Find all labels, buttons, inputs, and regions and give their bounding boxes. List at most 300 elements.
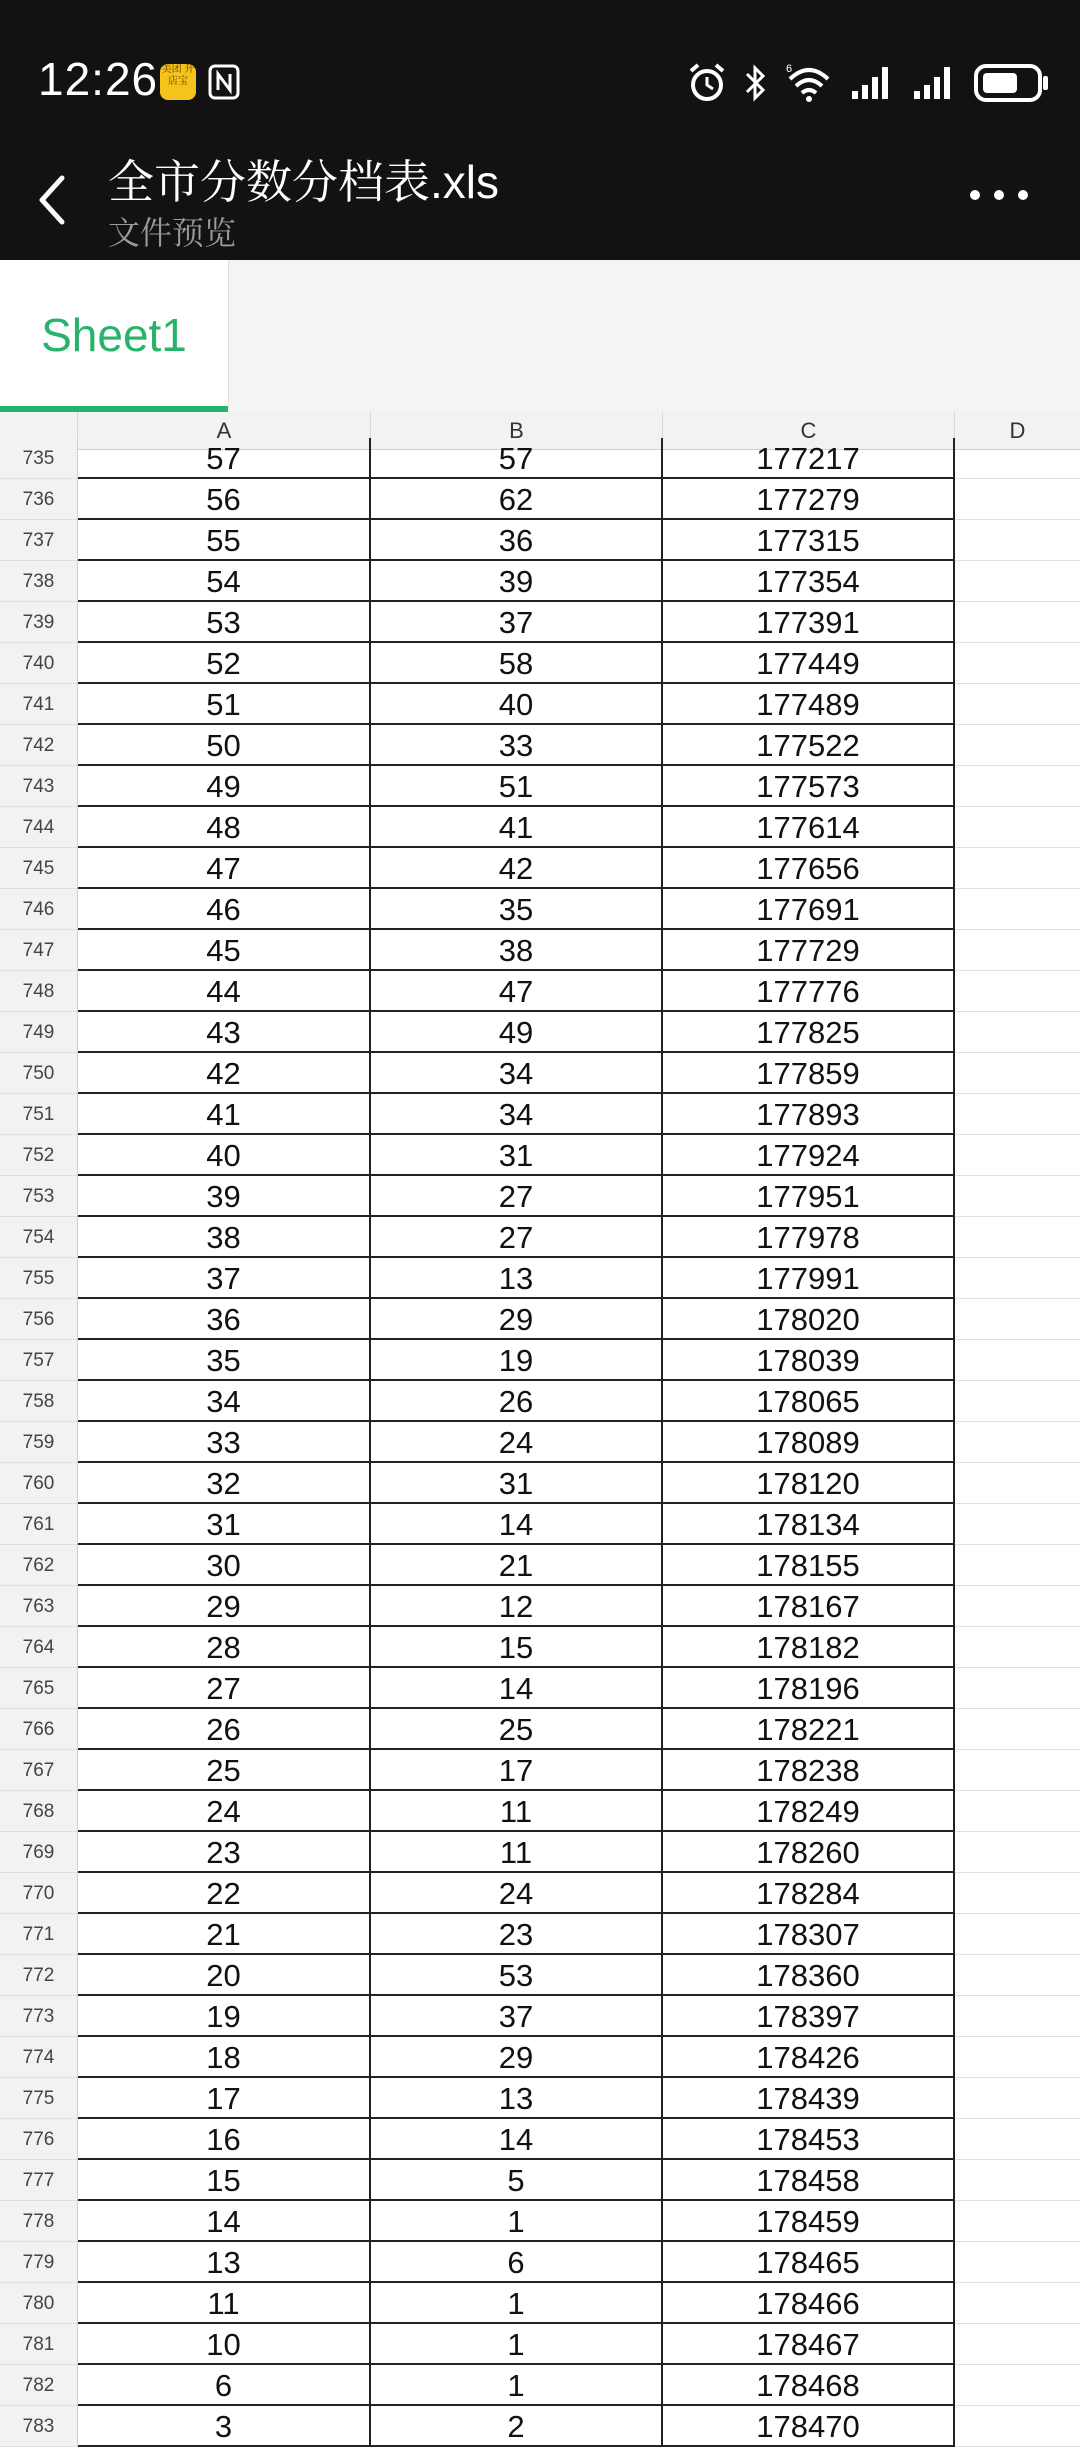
file-title: 全市分数分档表.xls [108,156,499,208]
cell-b[interactable]: 11 [371,1832,663,1873]
cell-b[interactable]: 41 [371,807,663,848]
table-row [0,1340,1080,1381]
cell-c[interactable]: 178466 [663,2283,955,2324]
cell-a[interactable]: 38 [78,1217,371,1258]
cell-a[interactable]: 50 [78,725,371,766]
cell-b[interactable]: 24 [371,1422,663,1463]
app-badge-text: 美团 开店宝 [161,64,195,87]
cell-b[interactable]: 37 [371,1996,663,2037]
cell-d[interactable] [955,2406,1080,2447]
table-row [0,1053,1080,1094]
cell-c[interactable]: 177978 [663,1217,955,1258]
cell-a[interactable]: 42 [78,1053,371,1094]
cell-c[interactable]: 177315 [663,520,955,561]
table-row [0,1914,1080,1955]
cell-b[interactable]: 58 [371,643,663,684]
cell-c[interactable]: 178134 [663,1504,955,1545]
cell-b[interactable]: 13 [371,1258,663,1299]
cell-c[interactable]: 178249 [663,1791,955,1832]
cell-b[interactable]: 14 [371,1504,663,1545]
cell-a[interactable]: 37 [78,1258,371,1299]
cell-a[interactable]: 33 [78,1422,371,1463]
cell-a[interactable]: 11 [78,2283,371,2324]
cell-a[interactable]: 55 [78,520,371,561]
cell-c[interactable]: 177924 [663,1135,955,1176]
table-row [0,1627,1080,1668]
row-number[interactable]: 778 [0,2201,78,2242]
cell-c[interactable]: 178238 [663,1750,955,1791]
cell-c[interactable]: 178439 [663,2078,955,2119]
battery-icon [974,63,1050,103]
cell-d[interactable] [955,848,1080,889]
row-number[interactable]: 779 [0,2242,78,2283]
cell-b[interactable]: 47 [371,971,663,1012]
cell-a[interactable]: 36 [78,1299,371,1340]
row-number[interactable]: 739 [0,602,78,643]
cell-d[interactable] [955,1340,1080,1381]
row-number[interactable]: 742 [0,725,78,766]
cell-b[interactable]: 53 [371,1955,663,1996]
cell-d[interactable] [955,2242,1080,2283]
cell-a[interactable]: 28 [78,1627,371,1668]
cell-c[interactable]: 177729 [663,930,955,971]
cell-b[interactable]: 14 [371,1668,663,1709]
cell-d[interactable] [955,1586,1080,1627]
cell-b[interactable]: 15 [371,1627,663,1668]
table-row [0,1463,1080,1504]
cell-c[interactable]: 178468 [663,2365,955,2406]
cell-b[interactable]: 34 [371,1053,663,1094]
cell-c[interactable]: 177951 [663,1176,955,1217]
cell-b[interactable]: 6 [371,2242,663,2283]
table-row [0,1176,1080,1217]
cell-d[interactable] [955,1463,1080,1504]
file-subtitle: 文件预览 [108,215,237,251]
cell-b[interactable]: 49 [371,1012,663,1053]
cell-b[interactable]: 36 [371,520,663,561]
cell-c[interactable]: 177991 [663,1258,955,1299]
cell-d[interactable] [955,2037,1080,2078]
table-row [0,1217,1080,1258]
cell-d[interactable] [955,766,1080,807]
row-number[interactable]: 751 [0,1094,78,1135]
table-row [0,1668,1080,1709]
cell-b[interactable]: 29 [371,2037,663,2078]
table-row [0,1504,1080,1545]
row-number[interactable]: 768 [0,1791,78,1832]
row-number[interactable]: 753 [0,1176,78,1217]
cell-a[interactable]: 54 [78,561,371,602]
row-number[interactable]: 783 [0,2406,78,2447]
cell-a[interactable]: 45 [78,930,371,971]
cell-c[interactable]: 177391 [663,602,955,643]
cell-b[interactable]: 1 [371,2365,663,2406]
tab-label: Sheet1 [41,309,187,361]
table-row [0,2160,1080,2201]
app-badge-icon [160,64,196,100]
cell-a[interactable]: 17 [78,2078,371,2119]
cell-a[interactable]: 27 [78,1668,371,1709]
table-row [0,643,1080,684]
cell-c[interactable]: 177614 [663,807,955,848]
cell-c[interactable]: 177859 [663,1053,955,1094]
cell-a[interactable]: 34 [78,1381,371,1422]
cell-d[interactable] [955,1873,1080,1914]
cell-d[interactable] [955,1094,1080,1135]
table-row [0,1381,1080,1422]
cell-a[interactable]: 43 [78,1012,371,1053]
cell-a[interactable]: 46 [78,889,371,930]
cell-d[interactable] [955,1135,1080,1176]
cell-b[interactable]: 51 [371,766,663,807]
cell-a[interactable]: 51 [78,684,371,725]
cell-a[interactable]: 49 [78,766,371,807]
table-row [0,2324,1080,2365]
cell-d[interactable] [955,1750,1080,1791]
cell-d[interactable] [955,643,1080,684]
row-number[interactable]: 746 [0,889,78,930]
cell-c[interactable]: 178167 [663,1586,955,1627]
cell-b[interactable]: 57 [371,438,663,479]
cell-a[interactable]: 53 [78,602,371,643]
cell-d[interactable] [955,1012,1080,1053]
cell-c[interactable]: 178465 [663,2242,955,2283]
cell-d[interactable] [955,1053,1080,1094]
table-row [0,1586,1080,1627]
row-number[interactable]: 757 [0,1340,78,1381]
row-number[interactable]: 760 [0,1463,78,1504]
cell-d[interactable] [955,2119,1080,2160]
cell-d[interactable] [955,1955,1080,1996]
row-number[interactable]: 756 [0,1299,78,1340]
cell-a[interactable]: 16 [78,2119,371,2160]
cell-b[interactable]: 38 [371,930,663,971]
cell-b[interactable]: 13 [371,2078,663,2119]
cell-a[interactable]: 18 [78,2037,371,2078]
table-row [0,1545,1080,1586]
cell-d[interactable] [955,1668,1080,1709]
cell-c[interactable]: 178039 [663,1340,955,1381]
cell-c[interactable]: 178196 [663,1668,955,1709]
cell-a[interactable]: 10 [78,2324,371,2365]
cell-d[interactable] [955,725,1080,766]
status-time: 12:26 [38,53,159,105]
cell-b[interactable]: 14 [371,2119,663,2160]
table-row [0,602,1080,643]
cell-d[interactable] [955,1791,1080,1832]
cell-d[interactable] [955,1627,1080,1668]
cell-c[interactable]: 177893 [663,1094,955,1135]
table-row [0,2119,1080,2160]
cell-d[interactable] [955,1258,1080,1299]
cell-d[interactable] [955,971,1080,1012]
table-row [0,725,1080,766]
cell-a[interactable]: 26 [78,1709,371,1750]
row-number[interactable]: 747 [0,930,78,971]
cell-b[interactable]: 23 [371,1914,663,1955]
row-number[interactable]: 758 [0,1381,78,1422]
cell-c[interactable]: 178307 [663,1914,955,1955]
cell-c[interactable]: 177279 [663,479,955,520]
row-number[interactable]: 767 [0,1750,78,1791]
table-row [0,438,1080,479]
cell-a[interactable]: 44 [78,971,371,1012]
cell-c[interactable]: 178221 [663,1709,955,1750]
cell-a[interactable]: 22 [78,1873,371,1914]
cell-c[interactable]: 177656 [663,848,955,889]
cell-c[interactable]: 178426 [663,2037,955,2078]
cell-d[interactable] [955,684,1080,725]
bluetooth-icon [744,63,768,103]
cell-c[interactable]: 178089 [663,1422,955,1463]
row-number[interactable]: 741 [0,684,78,725]
row-number[interactable]: 775 [0,2078,78,2119]
table-row [0,2242,1080,2283]
cell-a[interactable]: 48 [78,807,371,848]
cell-a[interactable]: 41 [78,1094,371,1135]
row-number[interactable]: 755 [0,1258,78,1299]
table-row [0,1709,1080,1750]
cell-b[interactable]: 5 [371,2160,663,2201]
cell-b[interactable]: 26 [371,1381,663,1422]
status-bar [0,0,1080,140]
cell-c[interactable]: 177825 [663,1012,955,1053]
cell-a[interactable]: 23 [78,1832,371,1873]
cell-c[interactable]: 178182 [663,1627,955,1668]
more-options-icon[interactable] [970,190,1030,204]
cell-b[interactable]: 12 [371,1586,663,1627]
cell-a[interactable]: 19 [78,1996,371,2037]
cell-a[interactable]: 56 [78,479,371,520]
cell-c[interactable]: 178397 [663,1996,955,2037]
cell-b[interactable]: 27 [371,1217,663,1258]
cell-a[interactable]: 32 [78,1463,371,1504]
cell-d[interactable] [955,1422,1080,1463]
table-row [0,1012,1080,1053]
row-number[interactable]: 772 [0,1955,78,1996]
cell-a[interactable]: 30 [78,1545,371,1586]
wifi-6-icon [786,63,832,103]
row-number[interactable]: 770 [0,1873,78,1914]
table-row [0,2365,1080,2406]
cell-c[interactable]: 178155 [663,1545,955,1586]
row-number[interactable]: 744 [0,807,78,848]
cell-d[interactable] [955,1381,1080,1422]
cell-d[interactable] [955,1832,1080,1873]
cell-c[interactable]: 178020 [663,1299,955,1340]
cell-a[interactable]: 39 [78,1176,371,1217]
cell-c[interactable]: 178467 [663,2324,955,2365]
cell-d[interactable] [955,807,1080,848]
cell-a[interactable]: 14 [78,2201,371,2242]
row-number[interactable]: 737 [0,520,78,561]
table-row [0,2037,1080,2078]
cell-b[interactable]: 21 [371,1545,663,1586]
cell-c[interactable]: 178459 [663,2201,955,2242]
column-header-a[interactable]: A [78,412,371,450]
cell-c[interactable]: 177691 [663,889,955,930]
row-number[interactable]: 740 [0,643,78,684]
spreadsheet-grid[interactable] [0,412,1080,2449]
row-number[interactable]: 736 [0,479,78,520]
cell-b[interactable]: 1 [371,2324,663,2365]
row-number[interactable]: 766 [0,1709,78,1750]
column-header-c[interactable]: C [663,412,955,450]
cell-d[interactable] [955,1709,1080,1750]
row-number[interactable]: 781 [0,2324,78,2365]
row-number[interactable]: 774 [0,2037,78,2078]
cell-a[interactable]: 15 [78,2160,371,2201]
cell-c[interactable]: 178360 [663,1955,955,1996]
cell-d[interactable] [955,2365,1080,2406]
alarm-icon [688,63,726,103]
cell-c[interactable]: 178065 [663,1381,955,1422]
table-row [0,1135,1080,1176]
row-number[interactable]: 764 [0,1627,78,1668]
cell-b[interactable]: 34 [371,1094,663,1135]
svg-text:6: 6 [786,63,793,75]
row-number[interactable]: 754 [0,1217,78,1258]
cell-d[interactable] [955,1176,1080,1217]
row-number[interactable]: 765 [0,1668,78,1709]
cell-d[interactable] [955,1996,1080,2037]
row-number[interactable]: 748 [0,971,78,1012]
cell-c[interactable]: 178470 [663,2406,955,2447]
cell-a[interactable]: 31 [78,1504,371,1545]
row-number[interactable]: 743 [0,766,78,807]
row-number[interactable]: 738 [0,561,78,602]
cell-b[interactable]: 1 [371,2283,663,2324]
row-number[interactable]: 776 [0,2119,78,2160]
cell-d[interactable] [955,1217,1080,1258]
cell-d[interactable] [955,561,1080,602]
cell-c[interactable]: 177573 [663,766,955,807]
table-row [0,1094,1080,1135]
row-number[interactable]: 771 [0,1914,78,1955]
row-number[interactable]: 777 [0,2160,78,2201]
row-number[interactable]: 761 [0,1504,78,1545]
cell-c[interactable]: 177449 [663,643,955,684]
cell-b[interactable]: 35 [371,889,663,930]
cell-c[interactable]: 178453 [663,2119,955,2160]
cell-a[interactable]: 25 [78,1750,371,1791]
cell-a[interactable]: 24 [78,1791,371,1832]
cell-b[interactable]: 2 [371,2406,663,2447]
row-number[interactable]: 735 [0,438,78,479]
tab-sheet1[interactable] [0,260,229,408]
cell-c[interactable]: 177522 [663,725,955,766]
cell-b[interactable]: 1 [371,2201,663,2242]
cell-a[interactable]: 35 [78,1340,371,1381]
cell-c[interactable]: 178120 [663,1463,955,1504]
cell-d[interactable] [955,2160,1080,2201]
row-number[interactable]: 752 [0,1135,78,1176]
cell-d[interactable] [955,438,1080,479]
cell-b[interactable]: 37 [371,602,663,643]
cell-a[interactable]: 40 [78,1135,371,1176]
cell-b[interactable]: 42 [371,848,663,889]
cell-b[interactable]: 25 [371,1709,663,1750]
cell-d[interactable] [955,1545,1080,1586]
cell-b[interactable]: 39 [371,561,663,602]
cell-c[interactable]: 177217 [663,438,955,479]
row-number[interactable]: 780 [0,2283,78,2324]
cell-d[interactable] [955,889,1080,930]
table-row [0,1299,1080,1340]
cell-d[interactable] [955,930,1080,971]
table-row [0,848,1080,889]
cell-b[interactable]: 33 [371,725,663,766]
cell-d[interactable] [955,2078,1080,2119]
column-header-d[interactable]: D [955,412,1080,450]
cell-c[interactable]: 177354 [663,561,955,602]
cell-a[interactable]: 3 [78,2406,371,2447]
cell-b[interactable]: 17 [371,1750,663,1791]
cell-b[interactable]: 27 [371,1176,663,1217]
cell-a[interactable]: 21 [78,1914,371,1955]
row-number[interactable]: 749 [0,1012,78,1053]
cell-b[interactable]: 62 [371,479,663,520]
back-icon[interactable] [32,170,72,230]
table-row [0,1422,1080,1463]
cell-c[interactable]: 177776 [663,971,955,1012]
table-row [0,520,1080,561]
cell-d[interactable] [955,1504,1080,1545]
table-row [0,2283,1080,2324]
cell-d[interactable] [955,479,1080,520]
column-header-b[interactable]: B [371,412,663,450]
cell-b[interactable]: 19 [371,1340,663,1381]
cell-d[interactable] [955,2283,1080,2324]
cell-a[interactable]: 47 [78,848,371,889]
cell-a[interactable]: 6 [78,2365,371,2406]
cell-d[interactable] [955,1914,1080,1955]
cell-b[interactable]: 31 [371,1135,663,1176]
row-number[interactable]: 763 [0,1586,78,1627]
row-number[interactable]: 769 [0,1832,78,1873]
row-number[interactable]: 762 [0,1545,78,1586]
cell-d[interactable] [955,1299,1080,1340]
table-row [0,1996,1080,2037]
cell-b[interactable]: 40 [371,684,663,725]
row-number[interactable]: 759 [0,1422,78,1463]
cell-a[interactable]: 52 [78,643,371,684]
cell-d[interactable] [955,2324,1080,2365]
cell-b[interactable]: 31 [371,1463,663,1504]
cell-c[interactable]: 178284 [663,1873,955,1914]
cell-c[interactable]: 177489 [663,684,955,725]
cell-d[interactable] [955,2201,1080,2242]
cell-b[interactable]: 11 [371,1791,663,1832]
row-number[interactable]: 782 [0,2365,78,2406]
table-row [0,1258,1080,1299]
cell-a[interactable]: 29 [78,1586,371,1627]
cell-a[interactable]: 13 [78,2242,371,2283]
table-row [0,2406,1080,2447]
cell-d[interactable] [955,602,1080,643]
row-number[interactable]: 745 [0,848,78,889]
row-number[interactable]: 750 [0,1053,78,1094]
cell-c[interactable]: 178260 [663,1832,955,1873]
cell-a[interactable]: 57 [78,438,371,479]
signal-icon [912,65,956,101]
cell-b[interactable]: 29 [371,1299,663,1340]
cell-d[interactable] [955,520,1080,561]
cell-c[interactable]: 178458 [663,2160,955,2201]
cell-b[interactable]: 24 [371,1873,663,1914]
cell-a[interactable]: 20 [78,1955,371,1996]
row-number[interactable]: 773 [0,1996,78,2037]
